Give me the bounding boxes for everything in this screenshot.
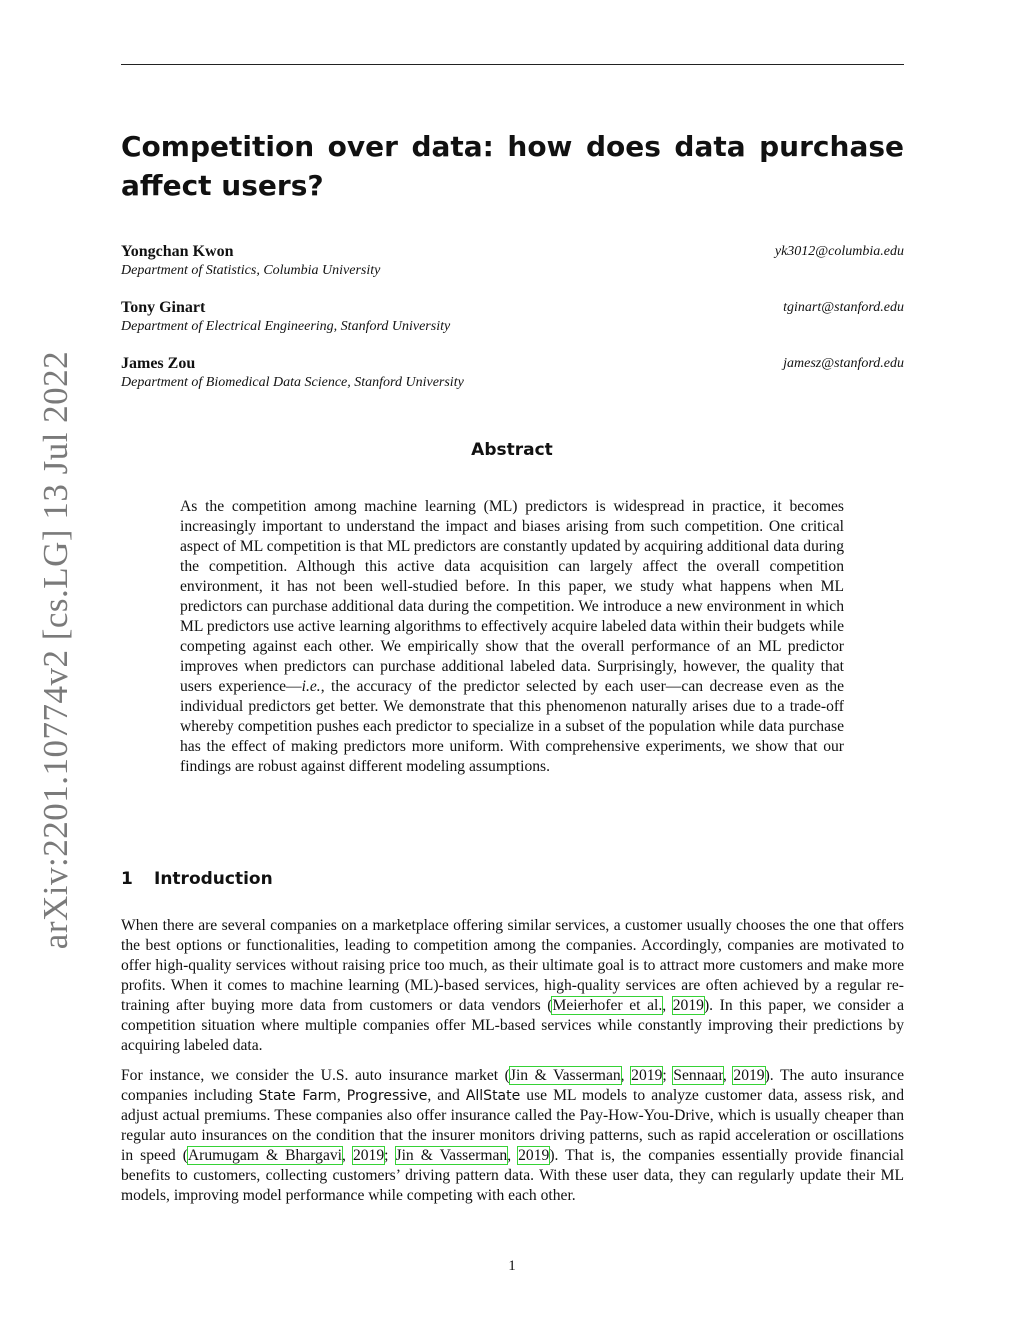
author-affiliation: Department of Biomedical Data Science, Stanford University	[121, 375, 464, 390]
text-run: ,	[620, 1067, 632, 1084]
header-rule	[121, 64, 904, 65]
citation-link[interactable]: Sennaar	[673, 1067, 723, 1084]
text-run: ,	[722, 1067, 734, 1084]
author-name: James Zou	[121, 355, 196, 372]
abstract-part-2: , the accuracy of the predictor selected by each user—can decrease even as the individual predictors get better. We demonstrate that this phenomenon naturally arises due to a trade-off whereby competition pushes each predictor to specialize in a subset of the population while data purchase has the effect of making predictors more uniform. With comprehensive experiments, we show that our findings are robust against different modeling assumptions.	[180, 678, 844, 775]
abstract-heading: Abstract	[471, 440, 553, 460]
text-run: ). In this paper, we consider a competition situation where multiple companies offer ML-based services while constantly improving their predictions by acquiring labeled data.	[121, 997, 904, 1054]
author-affiliation: Department of Electrical Engineering, Stanford University	[121, 319, 451, 334]
citation-year-link[interactable]: 2019	[672, 997, 704, 1014]
author-name: Yongchan Kwon	[121, 243, 234, 260]
page-number: 1	[508, 1258, 516, 1274]
text-run: ;	[384, 1147, 396, 1164]
author-affiliation: Department of Statistics, Columbia University	[121, 263, 381, 278]
company-name: Progressive	[346, 1088, 428, 1104]
intro-paragraph-2	[121, 1066, 904, 1206]
citation-year-link[interactable]: 2019	[352, 1147, 385, 1164]
paper-title: Competition over data: how does data purchase affect users?	[121, 130, 904, 202]
text-run: ,	[336, 1087, 347, 1104]
abstract-part-1: As the competition among machine learning (ML) predictors is widespread in practice, it becomes increasingly important to understand the impact and biases arising from such competition. One critical aspect of ML competition is that ML predictors are constantly updated by acquiring additional data during the competition. Although this active data acquisition can largely affect the overall competition environment, it has not been well-studied before. In this paper, we study what happens when ML predictors can purchase additional data during the competition. We introduce a new environment in which ML predictors use active learning algorithms to effectively acquire labeled data within their budgets while competing against each other. We empirically show that the overall performance of an ML predictor improves when predictors can purchase additional labeled data. Surprisingly, however, the quality that users experience—	[180, 498, 844, 695]
text-run: ,	[342, 1147, 353, 1164]
author-email[interactable]: tginart@stanford.edu	[783, 300, 904, 315]
arxiv-identifier: arXiv:2201.10774v2 [cs.LG] 13 Jul 2022	[36, 350, 75, 950]
company-name: AllState	[465, 1088, 521, 1104]
citation-link[interactable]: Jin & Vasserman	[509, 1067, 621, 1084]
author-email[interactable]: jamesz@stanford.edu	[783, 356, 904, 371]
text-run: ,	[507, 1147, 519, 1164]
author-name: Tony Ginart	[121, 299, 206, 316]
abstract-text	[180, 497, 844, 777]
text-run: , and	[427, 1087, 466, 1104]
text-run: use ML models to analyze customer data, assess risk, and adjust actual premiums. These companies also offer insurance called the Pay-How-You-Drive, which is usually cheaper than regular auto insurances on the condition that the insurer monitors driving patterns, such as rapid acceleration or oscillations in speed (	[121, 1087, 904, 1164]
author-email[interactable]: yk3012@columbia.edu	[774, 244, 904, 259]
section-heading-introduction	[121, 869, 273, 889]
citation-link[interactable]: Meierhofer et al.	[552, 997, 663, 1014]
text-run: ). That is, the companies essentially provide financial benefits to customers, collecting customers’ driving pattern data. With these user data, they can regularly update their ML models, improving model performance while competing with each other.	[121, 1147, 904, 1204]
section-title: Introduction	[154, 869, 273, 889]
citation-year-link[interactable]: 2019	[733, 1067, 765, 1084]
intro-paragraph-1	[121, 916, 904, 1056]
company-name: State Farm	[258, 1088, 337, 1104]
text-run: For instance, we consider the U.S. auto insurance market (	[121, 1067, 510, 1084]
citation-link[interactable]: Jin & Vasserman	[395, 1147, 508, 1164]
citation-link[interactable]: Arumugam & Bhargavi	[187, 1147, 343, 1164]
text-run: When there are several companies on a marketplace offering similar services, a customer usually chooses the one that offers the best options or functionalities, leading to competition among the companies. Accordingly, companies are motivated to offer high-quality services without raising price too much, as their ultimate goal is to attract more customers and make more profits. When it comes to machine learning (ML)-based services, high-quality services are often achieved by a regular re-training after buying more data from customers or data vendors (	[121, 917, 904, 1014]
text-run: ,	[662, 997, 673, 1014]
abstract-ie: i.e.	[301, 678, 321, 695]
citation-year-link[interactable]: 2019	[631, 1067, 663, 1084]
text-run: ;	[662, 1067, 674, 1084]
text-run: ). The auto insurance companies including	[121, 1067, 905, 1104]
citation-year-link[interactable]: 2019	[518, 1147, 550, 1164]
section-number: 1	[121, 869, 133, 889]
